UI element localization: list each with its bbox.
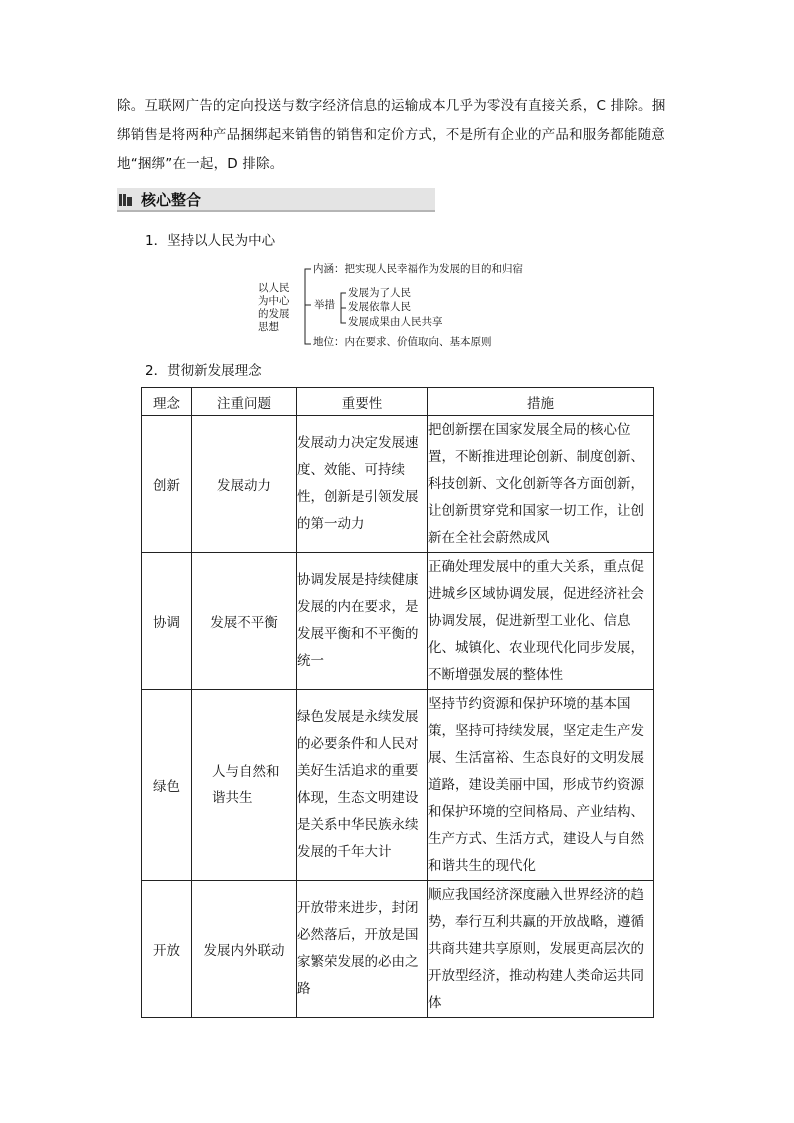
diagram-measure-item: 发展依靠人民 bbox=[348, 301, 411, 313]
table-row bbox=[142, 881, 654, 1018]
intro-paragraph bbox=[117, 92, 679, 179]
diagram-root-line: 为中心 bbox=[258, 295, 290, 307]
table-header-cell: 理念 bbox=[142, 388, 192, 416]
measures-cell: 顺应我国经济深度融入世界经济的趋势，奉行互利共赢的开放战略，遵循共商共建共享原则，发展更高层次的开放型经济，推动构建人类命运共同体 bbox=[428, 881, 654, 1018]
importance-cell: 绿色发展是永续发展的必要条件和人民对美好生活追求的重要体现，生态文明建设是关系中华民族永续发展的千年大计 bbox=[297, 690, 428, 881]
importance-cell: 开放带来进步，封闭必然落后，开放是国家繁荣发展的必由之路 bbox=[297, 881, 428, 1018]
section-title: 核心整合 bbox=[141, 191, 202, 209]
diagram-connotation: 内涵：把实现人民幸福作为发展的目的和归宿 bbox=[313, 263, 523, 275]
item-heading: 2．贯彻新发展理念 bbox=[145, 363, 262, 379]
focus-cell: 人与自然和谐共生 bbox=[192, 690, 297, 881]
table-header-cell: 措施 bbox=[428, 388, 654, 416]
intro-line: 绑销售是将两种产品捆绑起来销售的销售和定价方式，不是所有企业的产品和服务都能随意 bbox=[117, 127, 665, 143]
diagram-root-line: 思想 bbox=[258, 321, 279, 333]
diagram-measure-item: 发展成果由人民共享 bbox=[348, 316, 443, 328]
development-ideas-table bbox=[141, 387, 654, 1018]
measures-cell: 坚持节约资源和保护环境的基本国策，坚持可持续发展，坚定走生产发展、生活富裕、生态良好的文明发展道路，建设美丽中国，形成节约资源和保护环境的空间格局、产业结构、生产方式、生活方式，建设人与自然和谐共生的现代化 bbox=[428, 690, 654, 881]
item-heading: 1．坚持以人民为中心 bbox=[145, 233, 276, 249]
table-header-row bbox=[142, 388, 654, 416]
table-header-cell: 重要性 bbox=[297, 388, 428, 416]
idea-cell: 创新 bbox=[142, 416, 192, 553]
intro-line: 除。互联网广告的定向投送与数字经济信息的运输成本几乎为零没有直接关系，C 排除。捆 bbox=[117, 98, 666, 114]
table-row bbox=[142, 416, 654, 553]
concept-diagram bbox=[250, 260, 523, 352]
idea-cell: 开放 bbox=[142, 881, 192, 1018]
importance-cell: 发展动力决定发展速度、效能、可持续性，创新是引领发展的第一动力 bbox=[297, 416, 428, 553]
diagram-measures-label: 举措 bbox=[314, 299, 335, 311]
table-row bbox=[142, 553, 654, 690]
section-marker-icon bbox=[119, 194, 132, 206]
diagram-root-label bbox=[258, 282, 290, 334]
idea-cell: 绿色 bbox=[142, 690, 192, 881]
measures-cell: 把创新摆在国家发展全局的核心位置，不断推进理论创新、制度创新、科技创新、文化创新等各方面创新，让创新贯穿党和国家一切工作，让创新在全社会蔚然成风 bbox=[428, 416, 654, 553]
focus-cell: 发展动力 bbox=[192, 416, 297, 553]
table-header-cell: 注重问题 bbox=[192, 388, 297, 416]
diagram-root-line: 的发展 bbox=[258, 308, 290, 320]
diagram-measure-item: 发展为了人民 bbox=[348, 287, 411, 299]
measures-cell: 正确处理发展中的重大关系，重点促进城乡区域协调发展，促进经济社会协调发展，促进新型工业化、信息化、城镇化、农业现代化同步发展，不断增强发展的整体性 bbox=[428, 553, 654, 690]
diagram-status: 地位：内在要求、价值取向、基本原则 bbox=[313, 336, 492, 348]
section-header bbox=[117, 188, 435, 212]
importance-cell: 协调发展是持续健康发展的内在要求，是发展平衡和不平衡的统一 bbox=[297, 553, 428, 690]
diagram-root-line: 以人民 bbox=[258, 282, 290, 294]
focus-cell: 发展不平衡 bbox=[192, 553, 297, 690]
intro-line: 地“捆绑”在一起，D 排除。 bbox=[117, 156, 284, 172]
idea-cell: 协调 bbox=[142, 553, 192, 690]
table-row bbox=[142, 690, 654, 881]
focus-cell: 发展内外联动 bbox=[192, 881, 297, 1018]
